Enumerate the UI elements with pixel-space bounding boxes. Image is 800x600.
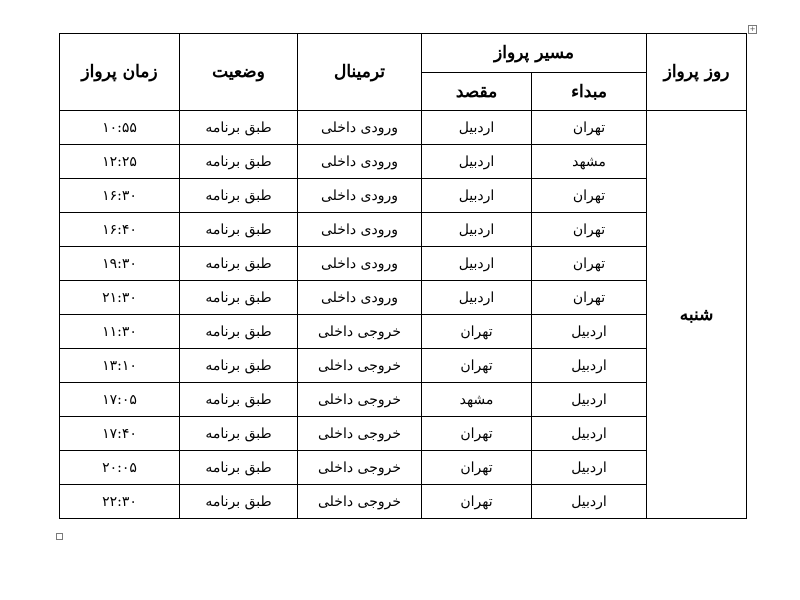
header-time: زمان پرواز xyxy=(60,34,180,111)
terminal-cell: خروجی داخلی xyxy=(298,485,422,519)
header-day: روز پرواز xyxy=(647,34,747,111)
table-row xyxy=(60,451,747,485)
destination-cell: اردبیل xyxy=(422,145,532,179)
terminal-cell: ورودی داخلی xyxy=(298,179,422,213)
origin-cell: تهران xyxy=(532,213,647,247)
time-cell: ۱۰:۵۵ xyxy=(60,111,180,145)
destination-cell: مشهد xyxy=(422,383,532,417)
table-row xyxy=(60,485,747,519)
origin-cell: تهران xyxy=(532,281,647,315)
table-row xyxy=(60,179,747,213)
origin-cell: مشهد xyxy=(532,145,647,179)
status-cell: طبق برنامه xyxy=(180,315,298,349)
time-cell: ۱۳:۱۰ xyxy=(60,349,180,383)
time-cell: ۱۷:۰۵ xyxy=(60,383,180,417)
status-cell: طبق برنامه xyxy=(180,111,298,145)
status-cell: طبق برنامه xyxy=(180,179,298,213)
table-anchor-icon xyxy=(56,533,63,540)
status-cell: طبق برنامه xyxy=(180,281,298,315)
destination-cell: اردبیل xyxy=(422,179,532,213)
terminal-cell: ورودی داخلی xyxy=(298,213,422,247)
origin-cell: اردبیل xyxy=(532,349,647,383)
origin-cell: اردبیل xyxy=(532,315,647,349)
time-cell: ۲۲:۳۰ xyxy=(60,485,180,519)
time-cell: ۱۱:۳۰ xyxy=(60,315,180,349)
origin-cell: اردبیل xyxy=(532,383,647,417)
table-row xyxy=(60,281,747,315)
destination-cell: تهران xyxy=(422,485,532,519)
table-row xyxy=(60,111,747,145)
terminal-cell: ورودی داخلی xyxy=(298,145,422,179)
terminal-cell: ورودی داخلی xyxy=(298,247,422,281)
terminal-cell: خروجی داخلی xyxy=(298,417,422,451)
header-destination: مقصد xyxy=(422,73,532,111)
terminal-cell: خروجی داخلی xyxy=(298,349,422,383)
table-row xyxy=(60,145,747,179)
table-row xyxy=(60,349,747,383)
time-cell: ۱۷:۴۰ xyxy=(60,417,180,451)
status-cell: طبق برنامه xyxy=(180,213,298,247)
status-cell: طبق برنامه xyxy=(180,417,298,451)
destination-cell: اردبیل xyxy=(422,247,532,281)
time-cell: ۱۲:۲۵ xyxy=(60,145,180,179)
time-cell: ۲۰:۰۵ xyxy=(60,451,180,485)
terminal-cell: خروجی داخلی xyxy=(298,315,422,349)
time-cell: ۲۱:۳۰ xyxy=(60,281,180,315)
time-cell: ۱۶:۴۰ xyxy=(60,213,180,247)
origin-cell: تهران xyxy=(532,179,647,213)
origin-cell: اردبیل xyxy=(532,485,647,519)
status-cell: طبق برنامه xyxy=(180,485,298,519)
status-cell: طبق برنامه xyxy=(180,383,298,417)
table-row xyxy=(60,315,747,349)
day-cell: شنبه xyxy=(647,111,747,519)
origin-cell: اردبیل xyxy=(532,451,647,485)
header-route: مسیر پرواز xyxy=(422,34,647,73)
status-cell: طبق برنامه xyxy=(180,451,298,485)
flight-schedule xyxy=(59,33,746,519)
destination-cell: تهران xyxy=(422,349,532,383)
time-cell: ۱۶:۳۰ xyxy=(60,179,180,213)
destination-cell: تهران xyxy=(422,451,532,485)
time-cell: ۱۹:۳۰ xyxy=(60,247,180,281)
terminal-cell: خروجی داخلی xyxy=(298,451,422,485)
destination-cell: اردبیل xyxy=(422,213,532,247)
terminal-cell: خروجی داخلی xyxy=(298,383,422,417)
status-cell: طبق برنامه xyxy=(180,247,298,281)
status-cell: طبق برنامه xyxy=(180,145,298,179)
table-row xyxy=(60,417,747,451)
table-move-handle-icon[interactable]: + xyxy=(749,25,756,33)
header-origin: مبداء xyxy=(532,73,647,111)
status-cell: طبق برنامه xyxy=(180,349,298,383)
origin-cell: تهران xyxy=(532,111,647,145)
table-row xyxy=(60,383,747,417)
table-row xyxy=(60,213,747,247)
origin-cell: تهران xyxy=(532,247,647,281)
terminal-cell: ورودی داخلی xyxy=(298,281,422,315)
terminal-cell: ورودی داخلی xyxy=(298,111,422,145)
header-terminal: ترمینال xyxy=(298,34,422,111)
destination-cell: تهران xyxy=(422,417,532,451)
table-row xyxy=(60,247,747,281)
header-status: وضعیت xyxy=(180,34,298,111)
origin-cell: اردبیل xyxy=(532,417,647,451)
flight-table xyxy=(59,33,747,519)
destination-cell: اردبیل xyxy=(422,281,532,315)
destination-cell: تهران xyxy=(422,315,532,349)
destination-cell: اردبیل xyxy=(422,111,532,145)
